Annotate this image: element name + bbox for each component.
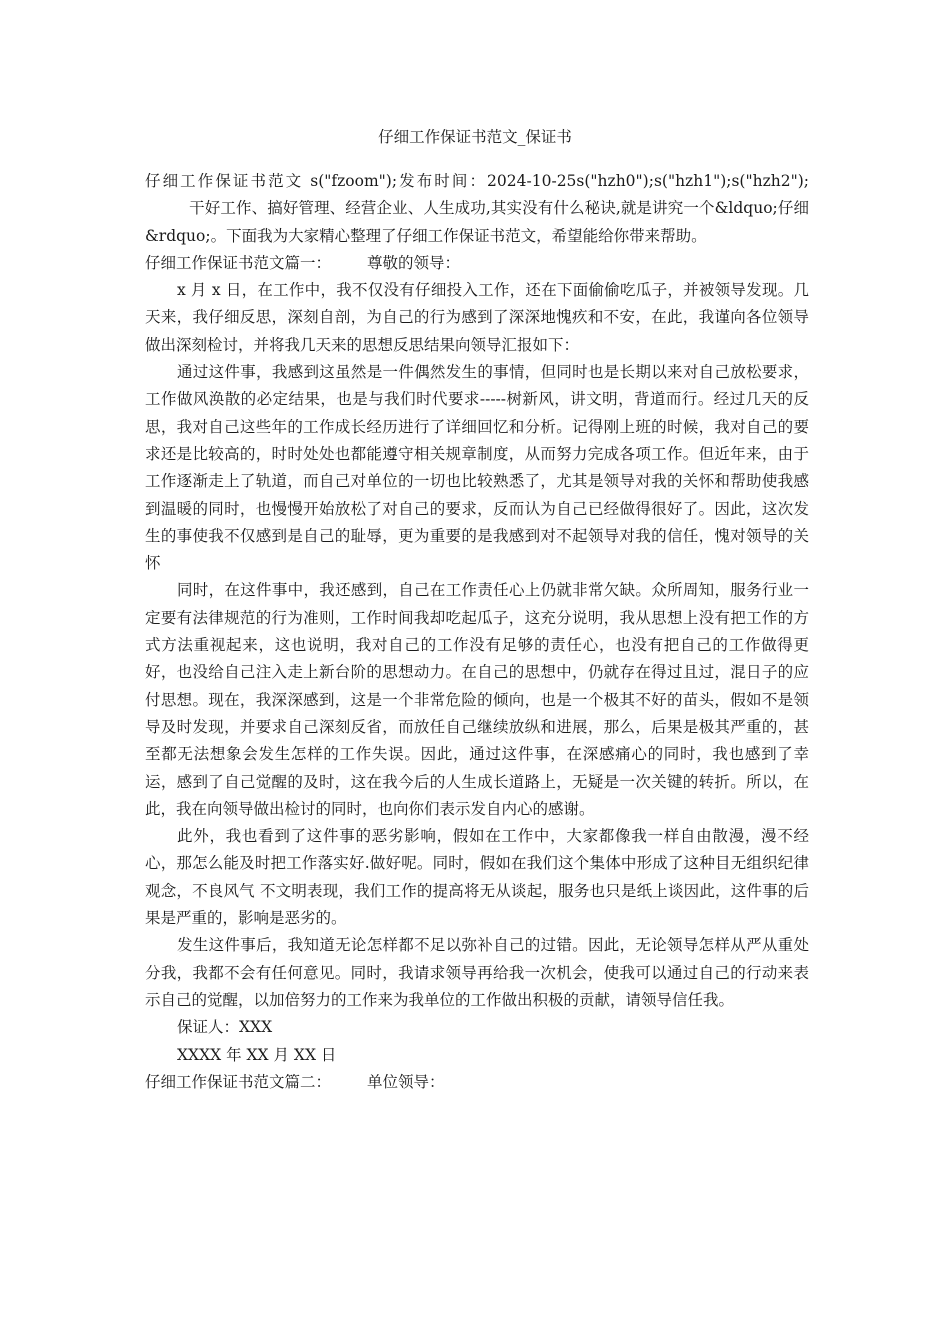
document-title: 仔细工作保证书范文_保证书 <box>378 128 572 146</box>
guarantor-line: 保证人：XXX <box>177 1018 273 1037</box>
section-heading: 仔细工作保证书范文篇一： <box>145 253 332 272</box>
body-paragraph: 此外，我也看到了这件事的恶劣影响，假如在工作中，大家都像我一样自由散漫，漫不经心，那怎么能及时把工作落实好.做好呢。同时，假如在我们这个集体中形成了这种目无组织纪律观念，不良风气 不文明表现，我们工作的提高将无从谈起，服务也只是纸上谈因此，这件事的后果是严重的，影响是恶劣的。 <box>145 827 809 928</box>
section-one-heading <box>145 250 809 277</box>
salutation: 尊敬的领导： <box>367 253 461 272</box>
intro-text: 干好工作、搞好管理、经营企业、人生成功,其实没有什么秘诀,就是讲究一个&ldquo;仔细&rdquo;。下面我为大家精心整理了仔细工作保证书范文，希望能给你带来帮助。 <box>145 199 809 245</box>
body-paragraph: x 月 x 日，在工作中，我不仅没有仔细投入工作，还在下面偷偷吃瓜子，并被领导发现。几天来，我仔细反思，深刻自剖，为自己的行为感到了深深地愧疚和不安，在此，我谨向各位领导做出深刻检讨，并将我几天来的思想反思结果向领导汇报如下： <box>145 281 809 354</box>
intro-paragraph <box>145 168 809 250</box>
section-two-heading <box>145 1069 809 1096</box>
body-paragraph: 同时，在这件事中，我还感到，自己在工作责任心上仍就非常欠缺。众所周知，服务行业一定要有法律规范的行为准则，工作时间我却吃起瓜子，这充分说明，我从思想上没有把工作的方式方法重视起来，这也说明，我对自己的工作没有足够的责任心，也没有把自己的工作做得更好，也没给自己注入走上新台阶的思想动力。在自己的思想中，仍就存在得过且过，混日子的应付思想。现在，我深深感到，这是一个非常危险的倾向，也是一个极其不好的苗头，假如不是领导及时发现，并要求自己深刻反省，而放任自己继续放纵和进展，那么，后果是极其严重的，甚至都无法想象会发生怎样的工作失误。因此，通过这件事，在深感痛心的同时，我也感到了幸运，感到了自己觉醒的及时，这在我今后的人生成长道路上，无疑是一次关键的转折。所以，在此，我在向领导做出检讨的同时，也向你们表示发自内心的感谢。 <box>145 581 809 818</box>
meta-line: 仔细工作保证书范文 s("fzoom");发布时间：2024-10-25s("hzh0");s("hzh1");s("hzh2"); <box>145 172 809 190</box>
date-line: XXXX 年 XX 月 XX 日 <box>177 1045 337 1064</box>
body-paragraph: 通过这件事，我感到这虽然是一件偶然发生的事情，但同时也是长期以来对自己放松要求，工作做风涣散的必定结果，也是与我们时代要求-----树新风，讲文明，背道而行。经过几天的反思，我对自己这些年的工作成长经历进行了详细回忆和分析。记得刚上班的时候，我对自己的要求还是比较高的，时时处处也都能遵守相关规章制度，从而努力完成各项工作。但近年来，由于工作逐渐走上了轨道，而自己对单位的一切也比较熟悉了，尤其是领导对我的关怀和帮助使我感到温暖的同时，也慢慢开始放松了对自己的要求，反而认为自己已经做得很好了。因此，这次发生的事使我不仅感到是自己的耻辱，更为重要的是我感到对不起领导对我的信任，愧对领导的关怀 <box>145 363 809 573</box>
document-body <box>145 168 809 1096</box>
body-paragraph: 发生这件事后，我知道无论怎样都不足以弥补自己的过错。因此，无论领导怎样从严从重处分我，我都不会有任何意见。同时，我请求领导再给我一次机会，使我可以通过自己的行动来表示自己的觉醒，以加倍努力的工作来为我单位的工作做出积极的贡献，请领导信任我。 <box>145 936 809 1009</box>
section-heading: 仔细工作保证书范文篇二： <box>145 1072 332 1091</box>
salutation: 单位领导： <box>367 1072 445 1091</box>
